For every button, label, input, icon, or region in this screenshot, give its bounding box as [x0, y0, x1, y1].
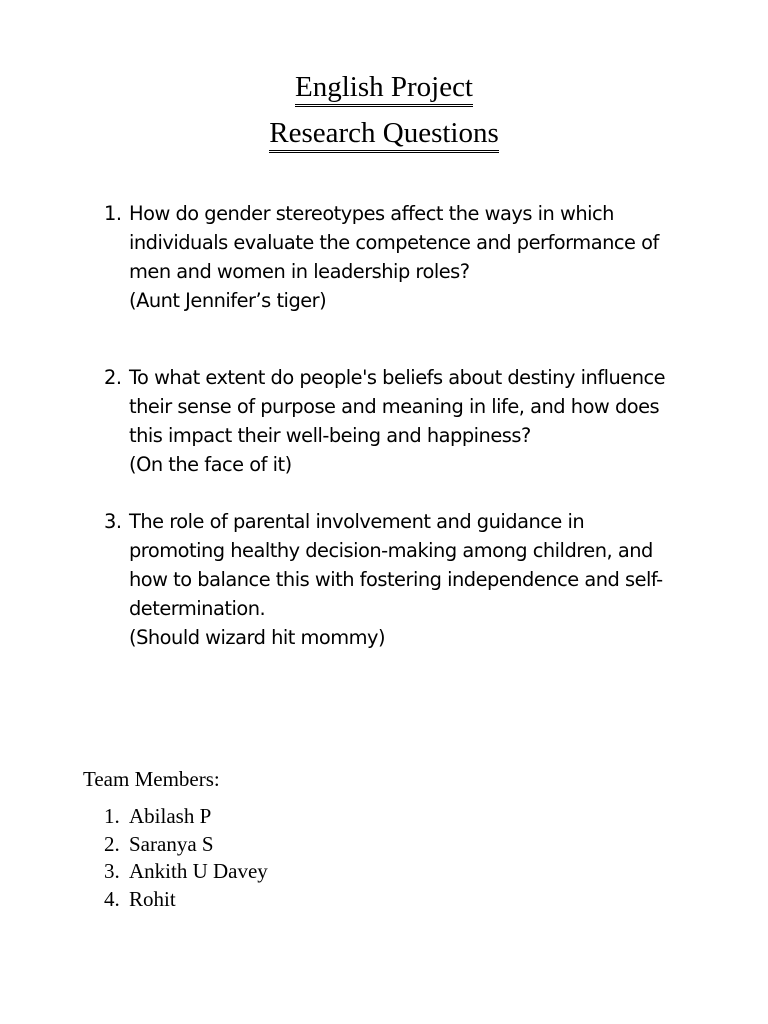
question-text: The role of parental involvement and guidance in promoting healthy decision-making among children, and how to balance this with fostering independence and self- determination. (Should wizard hit mommy) — [129, 510, 663, 649]
question-item — [104, 199, 704, 315]
member-name: Ankith U Davey — [129, 859, 268, 884]
question-text: How do gender stereotypes affect the ways in which individuals evaluate the competence and performance of men and women in leadership roles? (Aunt Jennifer’s tiger) — [129, 202, 659, 312]
question-text: To what extent do people's beliefs about destiny influence their sense of purpose and meaning in life, and how does this impact their well-being and happiness? (On the face of it) — [129, 366, 666, 476]
member-name: Saranya S — [129, 831, 214, 856]
document-title — [0, 70, 768, 104]
member-name: Rohit — [129, 887, 176, 912]
member-name: Abilash P — [129, 804, 212, 828]
member-number: 2. — [104, 831, 120, 856]
question-item — [104, 363, 704, 479]
team-members-heading: Team Members: — [83, 767, 220, 791]
document-subtitle — [0, 116, 768, 150]
member-number: 1. — [104, 804, 120, 828]
member-number: 4. — [104, 887, 120, 912]
question-number: 3. — [104, 510, 122, 533]
member-number: 3. — [104, 859, 120, 884]
question-item — [104, 507, 704, 652]
document-title-text: English Project — [295, 71, 473, 107]
question-number: 2. — [104, 366, 122, 389]
question-number: 1. — [104, 202, 122, 225]
document-subtitle-text: Research Questions — [269, 117, 499, 153]
